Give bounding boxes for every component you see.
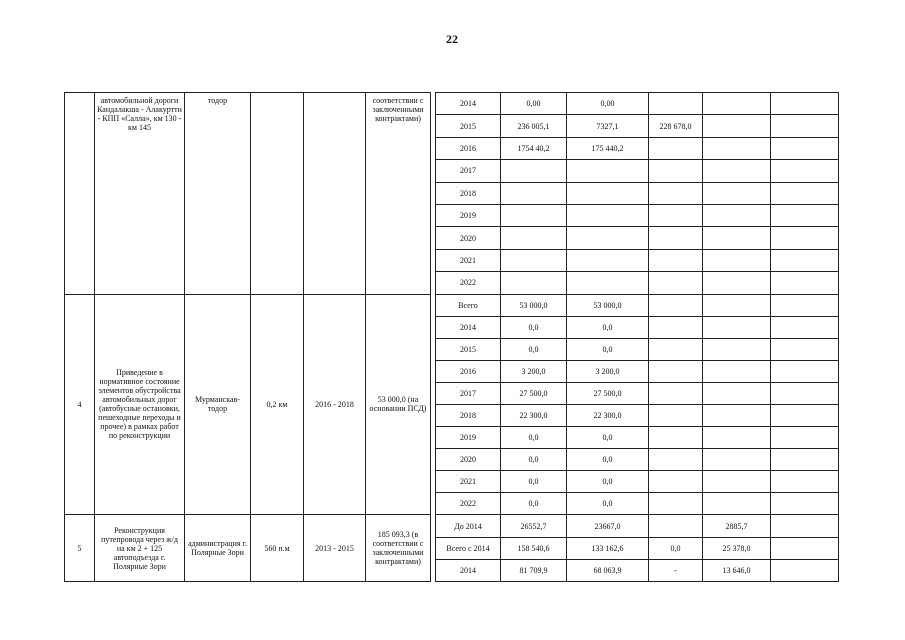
extra-cell bbox=[771, 227, 839, 249]
federal-cell bbox=[567, 227, 649, 249]
federal-cell: 53 000,0 bbox=[567, 294, 649, 316]
regional-cell bbox=[649, 515, 703, 537]
total-cell bbox=[501, 227, 567, 249]
extra-cell bbox=[771, 137, 839, 159]
federal-cell bbox=[567, 272, 649, 294]
total-cell: 0,0 bbox=[501, 427, 567, 449]
extra-cell bbox=[771, 449, 839, 471]
total-cell: 0,0 bbox=[501, 493, 567, 515]
period-cell: 2016 - 2018 bbox=[304, 294, 366, 515]
extra-cell bbox=[771, 294, 839, 316]
total-cell: 236 005,1 bbox=[501, 115, 567, 137]
federal-cell: 0,0 bbox=[567, 493, 649, 515]
regional-cell bbox=[649, 182, 703, 204]
other-cell bbox=[703, 316, 771, 338]
extra-cell bbox=[771, 404, 839, 426]
year-cell: 2014 bbox=[436, 93, 501, 115]
extra-cell bbox=[771, 316, 839, 338]
year-cell: 2017 bbox=[436, 382, 501, 404]
extra-cell bbox=[771, 471, 839, 493]
period-cell: 2013 - 2015 bbox=[304, 515, 366, 582]
other-cell bbox=[703, 137, 771, 159]
regional-cell bbox=[649, 227, 703, 249]
regional-cell bbox=[649, 404, 703, 426]
year-cell: 2018 bbox=[436, 182, 501, 204]
total-cell: 158 540,6 bbox=[501, 537, 567, 559]
regional-cell bbox=[649, 382, 703, 404]
regional-cell bbox=[649, 427, 703, 449]
total-cell: 0,0 bbox=[501, 449, 567, 471]
federal-cell bbox=[567, 204, 649, 226]
total-cell: 22 300,0 bbox=[501, 404, 567, 426]
table-row bbox=[65, 294, 839, 316]
regional-cell bbox=[649, 137, 703, 159]
year-cell: 2016 bbox=[436, 360, 501, 382]
extra-cell bbox=[771, 249, 839, 271]
other-cell bbox=[703, 182, 771, 204]
year-cell: 2016 bbox=[436, 137, 501, 159]
customer-cell: администрация г. Полярные Зори bbox=[185, 515, 251, 582]
capacity-cell: 0,2 км bbox=[251, 294, 304, 515]
extra-cell bbox=[771, 382, 839, 404]
federal-cell: 0,0 bbox=[567, 316, 649, 338]
regional-cell bbox=[649, 204, 703, 226]
other-cell bbox=[703, 338, 771, 360]
regional-cell bbox=[649, 493, 703, 515]
extra-cell bbox=[771, 204, 839, 226]
extra-cell bbox=[771, 115, 839, 137]
year-cell: 2018 bbox=[436, 404, 501, 426]
num-cell bbox=[65, 93, 95, 295]
federal-cell: 3 200,0 bbox=[567, 360, 649, 382]
regional-cell bbox=[649, 360, 703, 382]
regional-cell: 228 678,0 bbox=[649, 115, 703, 137]
regional-cell bbox=[649, 272, 703, 294]
object-cell: Приведение в нормативное состояние элементов обустройства автомобильных дорог (автобусные остановки, пешеходные переходы и прочее) в рамках работ по реконструкции bbox=[95, 294, 185, 515]
extra-cell bbox=[771, 93, 839, 115]
customer-cell: Мурманскав-тодор bbox=[185, 294, 251, 515]
federal-cell: 68 063,9 bbox=[567, 560, 649, 582]
extra-cell bbox=[771, 493, 839, 515]
other-cell bbox=[703, 471, 771, 493]
regional-cell bbox=[649, 471, 703, 493]
federal-cell: 0,0 bbox=[567, 427, 649, 449]
total-cell: 53 000,0 bbox=[501, 294, 567, 316]
federal-cell: 27 500,0 bbox=[567, 382, 649, 404]
extra-cell bbox=[771, 338, 839, 360]
federal-cell: 7327,1 bbox=[567, 115, 649, 137]
total-cell: 3 200,0 bbox=[501, 360, 567, 382]
year-cell: 2021 bbox=[436, 471, 501, 493]
total-cell bbox=[501, 249, 567, 271]
other-cell bbox=[703, 449, 771, 471]
year-cell: 2015 bbox=[436, 338, 501, 360]
year-cell: 2019 bbox=[436, 204, 501, 226]
extra-cell bbox=[771, 537, 839, 559]
year-cell: Всего с 2014 bbox=[436, 537, 501, 559]
other-cell bbox=[703, 227, 771, 249]
total-cell bbox=[501, 204, 567, 226]
year-cell: 2022 bbox=[436, 272, 501, 294]
federal-cell: 0,0 bbox=[567, 338, 649, 360]
total-cell: 0,0 bbox=[501, 316, 567, 338]
capacity-cell: 560 п.м bbox=[251, 515, 304, 582]
page-number: 22 bbox=[446, 32, 458, 46]
cost-cell: 185 093,3 (в соответствии с заключенными контрактами) bbox=[366, 515, 431, 582]
federal-cell: 22 300,0 bbox=[567, 404, 649, 426]
other-cell bbox=[703, 404, 771, 426]
federal-cell bbox=[567, 160, 649, 182]
extra-cell bbox=[771, 182, 839, 204]
regional-cell bbox=[649, 93, 703, 115]
year-cell: 2019 bbox=[436, 427, 501, 449]
customer-cell: тодор bbox=[185, 93, 251, 295]
regional-cell bbox=[649, 294, 703, 316]
federal-cell bbox=[567, 249, 649, 271]
year-cell: 2021 bbox=[436, 249, 501, 271]
other-cell bbox=[703, 93, 771, 115]
other-cell: 2885,7 bbox=[703, 515, 771, 537]
other-cell bbox=[703, 427, 771, 449]
extra-cell bbox=[771, 160, 839, 182]
table-row bbox=[65, 515, 839, 537]
budget-table bbox=[64, 92, 839, 582]
total-cell: 0,0 bbox=[501, 338, 567, 360]
year-cell: До 2014 bbox=[436, 515, 501, 537]
year-cell: 2014 bbox=[436, 316, 501, 338]
year-cell: Всего bbox=[436, 294, 501, 316]
num-cell: 5 bbox=[65, 515, 95, 582]
total-cell: 27 500,0 bbox=[501, 382, 567, 404]
extra-cell bbox=[771, 427, 839, 449]
period-cell bbox=[304, 93, 366, 295]
year-cell: 2020 bbox=[436, 449, 501, 471]
other-cell bbox=[703, 204, 771, 226]
federal-cell: 175 440,2 bbox=[567, 137, 649, 159]
total-cell bbox=[501, 272, 567, 294]
total-cell: 1754 40,2 bbox=[501, 137, 567, 159]
regional-cell: 0,0 bbox=[649, 537, 703, 559]
regional-cell bbox=[649, 160, 703, 182]
extra-cell bbox=[771, 360, 839, 382]
total-cell: 26552,7 bbox=[501, 515, 567, 537]
federal-cell: 0,00 bbox=[567, 93, 649, 115]
other-cell bbox=[703, 249, 771, 271]
regional-cell bbox=[649, 249, 703, 271]
extra-cell bbox=[771, 515, 839, 537]
other-cell bbox=[703, 382, 771, 404]
federal-cell: 0,0 bbox=[567, 471, 649, 493]
federal-cell: 133 162,6 bbox=[567, 537, 649, 559]
total-cell: 0,00 bbox=[501, 93, 567, 115]
regional-cell bbox=[649, 316, 703, 338]
year-cell: 2014 bbox=[436, 560, 501, 582]
year-cell: 2017 bbox=[436, 160, 501, 182]
object-cell: Реконструкция путепровода через ж/д на км 2 + 125 автоподъезда г. Полярные Зори bbox=[95, 515, 185, 582]
federal-cell: 23667,0 bbox=[567, 515, 649, 537]
total-cell: 81 709,9 bbox=[501, 560, 567, 582]
total-cell bbox=[501, 182, 567, 204]
other-cell: 13 646,0 bbox=[703, 560, 771, 582]
other-cell bbox=[703, 160, 771, 182]
extra-cell bbox=[771, 560, 839, 582]
year-cell: 2015 bbox=[436, 115, 501, 137]
federal-cell: 0,0 bbox=[567, 449, 649, 471]
table-row bbox=[65, 93, 839, 115]
cost-cell: соответствии с заключенными контрактами) bbox=[366, 93, 431, 295]
regional-cell bbox=[649, 449, 703, 471]
regional-cell: - bbox=[649, 560, 703, 582]
federal-cell bbox=[567, 182, 649, 204]
other-cell bbox=[703, 493, 771, 515]
other-cell: 25 378,0 bbox=[703, 537, 771, 559]
regional-cell bbox=[649, 338, 703, 360]
other-cell bbox=[703, 360, 771, 382]
other-cell bbox=[703, 272, 771, 294]
cost-cell: 53 000,0 (на основании ПСД) bbox=[366, 294, 431, 515]
extra-cell bbox=[771, 272, 839, 294]
other-cell bbox=[703, 294, 771, 316]
total-cell bbox=[501, 160, 567, 182]
capacity-cell bbox=[251, 93, 304, 295]
total-cell: 0,0 bbox=[501, 471, 567, 493]
object-cell: автомобильной дороги Кандалакша - Алакуртти - КПП «Салла», км 130 - км 145 bbox=[95, 93, 185, 295]
other-cell bbox=[703, 115, 771, 137]
year-cell: 2020 bbox=[436, 227, 501, 249]
num-cell: 4 bbox=[65, 294, 95, 515]
year-cell: 2022 bbox=[436, 493, 501, 515]
